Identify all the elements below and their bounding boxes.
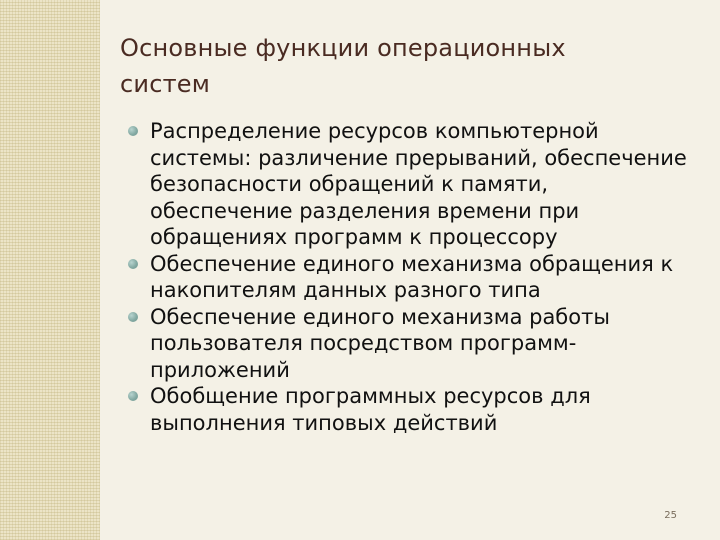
decorative-side-stripe xyxy=(0,0,101,540)
slide-panel xyxy=(100,0,720,540)
bullet-text: Обеспечение единого механизма работы пользователя посредством программ-приложений xyxy=(150,304,610,382)
bullet-text: Обеспечение единого механизма обращения к накопителям данных разного типа xyxy=(150,251,674,302)
teal-dot-icon xyxy=(128,259,138,269)
bullet-item xyxy=(128,304,693,384)
slide-title: Основные функции операционных систем xyxy=(120,34,566,98)
teal-dot-icon xyxy=(128,312,138,322)
bullet-text: Распределение ресурсов компьютерной системы: различение прерываний, обеспечение безопасности обращений к памяти, обеспечение разделения времени при обращениях программ к процессору xyxy=(150,119,687,249)
bullet-item xyxy=(128,251,693,304)
bullet-item xyxy=(128,383,693,436)
teal-dot-icon xyxy=(128,126,138,136)
bullet-item xyxy=(128,118,693,251)
page-number: 25 xyxy=(664,510,677,521)
bullet-text: Обобщение программных ресурсов для выполнения типовых действий xyxy=(150,384,591,435)
bullet-list xyxy=(128,118,693,436)
teal-dot-icon xyxy=(128,391,138,401)
